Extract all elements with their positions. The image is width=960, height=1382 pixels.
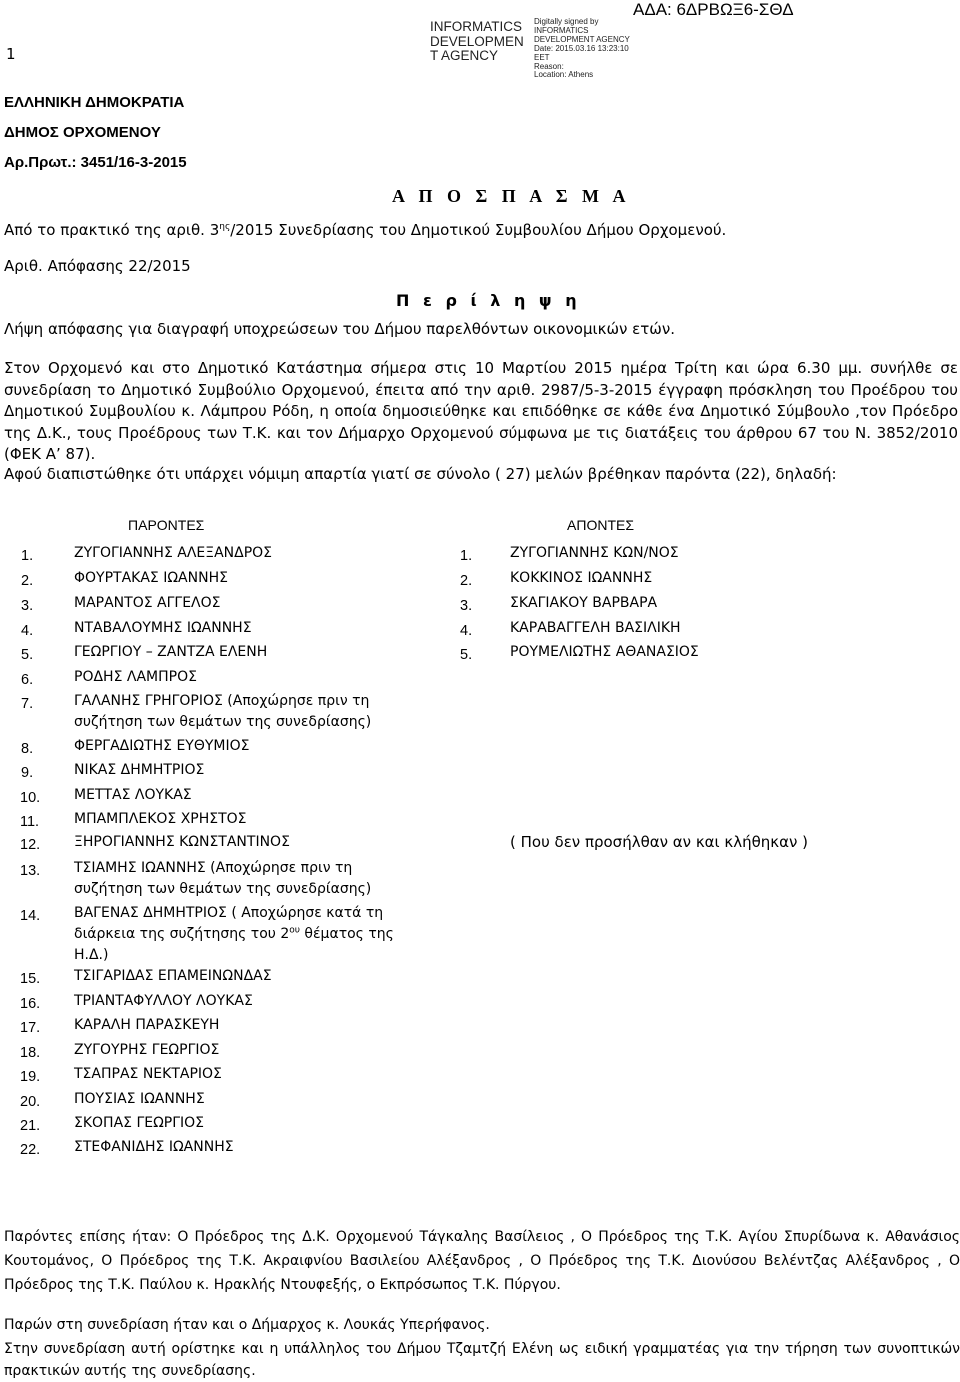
absent-note: ( Που δεν προσήλθαν αν και κλήθηκαν ): [510, 833, 809, 851]
absent-item-name: ΖΥΓΟΓΙΑΝΝΗΣ ΚΩΝ/ΝΟΣ: [510, 545, 679, 561]
present-item-name: ΝΙΚΑΣ ΔΗΜΗΤΡΙΟΣ: [74, 762, 205, 778]
present-item-name: ΠΟΥΣΙΑΣ ΙΩΑΝΝΗΣ: [74, 1091, 205, 1107]
present-item-name: διάρκεια της συζήτησης του $2^{o\upsilon}$ θέματος της: [74, 925, 394, 942]
present-item-name: ΚΑΡΑΛΗ ΠΑΡΑΣΚΕΥΗ: [74, 1017, 220, 1033]
present-item-name: ΒΑΓΕΝΑΣ ΔΗΜΗΤΡΙΟΣ ( Αποχώρησε κατά τη: [74, 905, 384, 921]
present-item-name: ΤΣΙΑΜΗΣ ΙΩΑΝΝΗΣ (Αποχώρησε πριν τη: [74, 860, 353, 876]
signature-meta-line: INFORMATICS: [534, 25, 589, 35]
present-item-name: ΖΥΓΟΥΡΗΣ ΓΕΩΡΓΙΟΣ: [74, 1042, 220, 1058]
present-heading: ΠΑΡΟΝΤΕΣ: [128, 517, 205, 533]
signature-org-line: T AGENCY: [430, 48, 499, 63]
present-item-name: ΦΟΥΡΤΑΚΑΣ ΙΩΑΝΝΗΣ: [74, 570, 228, 586]
present-item-number: 7.: [21, 696, 34, 712]
present-item-name: συζήτηση των θεμάτων της συνεδρίασης): [74, 714, 372, 730]
present-item-name: ΜΕΤΤΑΣ ΛΟΥΚΑΣ: [74, 787, 192, 803]
absent-item-number: 4.: [460, 623, 473, 639]
absent-item-name: ΚΑΡΑΒΑΓΓΕΛΗ ΒΑΣΙΛΙΚΗ: [510, 620, 681, 636]
present-item-name: ΜΑΡΑΝΤΟΣ ΑΓΓΕΛΟΣ: [74, 595, 221, 611]
from-minutes-line: [4, 221, 726, 239]
present-item-name: ΝΤΑΒΑΛΟΥΜΗΣ ΙΩΑΝΝΗΣ: [74, 620, 252, 636]
present-item-name: συζήτηση των θεμάτων της συνεδρίασης): [74, 881, 372, 897]
summary-text: Λήψη απόφασης για διαγραφή υποχρεώσεων του Δήμου παρελθόντων οικονομικών ετών.: [4, 320, 676, 338]
header-municipality: ΔΗΜΟΣ ΟΡΧΟΜΕΝΟΥ: [4, 124, 161, 141]
secretary-line: Στην συνεδρίαση αυτή ορίστηκε και η υπάλληλος του Δήμου Τζαμτζή Ελένη ως ειδική γραμματέας για την τήρηση των συνοπτικών πρακτικών αυτής της συνεδρίασης.: [4, 1341, 960, 1379]
from-after: /2015 Συνεδρίασης του Δημοτικού Συμβουλίου Δήμου Ορχομενού.: [230, 221, 727, 239]
present-item-number: 1.: [21, 548, 34, 564]
absent-item-number: 5.: [460, 647, 473, 663]
signature-meta-line: DEVELOPMENT AGENCY: [534, 34, 630, 44]
header-protocol: Αρ.Πρωτ.: 3451/16-3-2015: [4, 154, 187, 171]
signature-meta: [534, 18, 630, 80]
present-item-number: 10.: [20, 790, 41, 806]
signature-org-line: DEVELOPMEN: [430, 33, 524, 49]
signature-meta-line: Reason:: [534, 61, 564, 71]
quorum-line: Αφού διαπιστώθηκε ότι υπάρχει νόμιμη απαρτία γιατί σε σύνολο ( 27) μελών βρέθηκαν παρόντα (22), δηλαδή:: [4, 465, 837, 483]
absent-item-number: 1.: [460, 548, 473, 564]
present-item-name: ΞΗΡΟΓΙΑΝΝΗΣ ΚΩΝΣΤΑΝΤΙΝΟΣ: [74, 834, 290, 850]
present-item-number: 9.: [21, 765, 34, 781]
present-item-name: ΜΠΑΜΠΛΕΚΟΣ ΧΡΗΣΤΟΣ: [74, 811, 247, 827]
decision-number: Αριθ. Απόφασης 22/2015: [4, 257, 191, 275]
present-item-name: ΣΤΕΦΑΝΙΔΗΣ ΙΩΑΝΝΗΣ: [74, 1139, 234, 1155]
present-item-number: 11.: [20, 814, 40, 830]
present-item-number: 22.: [20, 1142, 41, 1158]
absent-item-name: ΡΟΥΜΕΛΙΩΤΗΣ ΑΘΑΝΑΣΙΟΣ: [510, 644, 699, 660]
present-item-number: 15.: [20, 971, 41, 987]
present-item-number: 17.: [20, 1020, 41, 1036]
present-item-number: 19.: [20, 1069, 41, 1085]
signature-org: [430, 20, 524, 64]
from-sup: ης: [219, 222, 231, 232]
present-item-name: ΤΣΑΠΡΑΣ ΝΕΚΤΑΡΙΟΣ: [74, 1066, 222, 1082]
signature-meta-line: Date: 2015.03.16 13:23:10: [534, 43, 629, 53]
present-item-name: ΓΕΩΡΓΙΟΥ – ΖΑΝΤΖΑ ΕΛΕΝΗ: [74, 644, 268, 660]
present-item-name: ΦΕΡΓΑΔΙΩΤΗΣ ΕΥΘΥΜΙΟΣ: [74, 738, 250, 754]
present-item-name: ΖΥΓΟΓΙΑΝΝΗΣ ΑΛΕΞΑΝΔΡΟΣ: [74, 545, 273, 561]
signature-org-line: INFORMATICS: [430, 19, 522, 34]
present-item-number: 6.: [21, 672, 34, 688]
present-item-number: 2.: [21, 573, 34, 589]
present-item-name: ΓΑΛΑΝΗΣ ΓΡΗΓΟΡΙΟΣ (Αποχώρησε πριν τη: [74, 693, 370, 709]
present-item-name: ΤΣΙΓΑΡΙΔΑΣ ΕΠΑΜΕΙΝΩΝΔΑΣ: [74, 968, 272, 984]
absent-item-number: 2.: [460, 573, 473, 589]
ordinal-sup: ου: [289, 925, 300, 936]
page-number: 1: [6, 45, 16, 63]
header-republic: ΕΛΛΗΝΙΚΗ ΔΗΜΟΚΡΑΤΙΑ: [4, 94, 185, 111]
absent-item-name: ΣΚΑΓΙΑΚΟΥ ΒΑΡΒΑΡΑ: [510, 595, 658, 611]
mayor-line: Παρών στη συνεδρίαση ήταν και ο Δήμαρχος κ. Λουκάς Υπερήφανος.: [4, 1317, 490, 1333]
present-item-number: 21.: [20, 1118, 41, 1134]
present-item-number: 13.: [20, 863, 41, 879]
present-item-number: 5.: [21, 647, 34, 663]
ada-code: ΑΔΑ: 6ΔΡΒΩΞ6-ΣΘΔ: [633, 0, 794, 19]
present-item-number: 4.: [21, 623, 34, 639]
document-title: Α Π Ο Σ Π Α Σ Μ Α: [392, 186, 631, 206]
present-item-name: Η.Δ.): [74, 947, 109, 963]
present-item-name: ΣΚΟΠΑΣ ΓΕΩΡΓΙΟΣ: [74, 1115, 205, 1131]
signature-meta-line: Location: Athens: [534, 70, 594, 80]
also-present-paragraph: Παρόντες επίσης ήταν: Ο Πρόεδρος της Δ.Κ. Ορχομενού Τάγκαλης Βασίλειος , Ο Πρόεδρος της Τ.Κ. Αγίου Σπυρίδωνα κ. Αθανάσιος Κουτομάνος, Ο Πρόεδρος της Τ.Κ. Ακραιφνίου Βασιλείου Αλέξανδρος , Ο Πρόεδρος της Τ.Κ. Διονύσου Βελέντζας Αλέξανδρος , Ο Πρόεδρος της Τ.Κ. Παύλου κ. Ηρακλής Ντουφεξής, ο Εκπρόσωπος Τ.Κ. Πύργου.: [4, 1229, 960, 1293]
absent-heading: ΑΠΟΝΤΕΣ: [567, 517, 634, 533]
signature-meta-line: EET: [534, 52, 550, 62]
present-item-number: 12.: [20, 837, 41, 853]
absent-item-number: 3.: [460, 598, 473, 614]
present-item-number: 18.: [20, 1045, 41, 1061]
present-item-number: 14.: [20, 908, 41, 924]
present-item-number: 20.: [20, 1094, 41, 1110]
present-item-name: ΡΟΔΗΣ ΛΑΜΠΡΟΣ: [74, 669, 197, 685]
present-item-number: 16.: [20, 996, 41, 1012]
signature-meta-line: Digitally signed by: [534, 17, 599, 26]
summary-heading: Π ε ρ ί λ η ψ η: [396, 291, 581, 310]
present-item-name: ΤΡΙΑΝΤΑΦΥΛΛΟΥ ΛΟΥΚΑΣ: [74, 993, 253, 1009]
present-item-number: 3.: [21, 598, 34, 614]
present-item-number: 8.: [21, 741, 34, 757]
absent-item-name: ΚΟΚΚΙΝΟΣ ΙΩΑΝΝΗΣ: [510, 570, 653, 586]
from-before: Από το πρακτικό της αριθ. 3: [4, 221, 220, 239]
intro-paragraph: Στον Ορχομενό και στο Δημοτικό Κατάστημα σήμερα στις 10 Μαρτίου 2015 ημέρα Τρίτη και ώρα 6.30 μμ. συνήλθε σε συνεδρίαση το Δημοτικό Συμβούλιο Ορχομενού, έπειτα από την αριθ. 2987/5-3-2015 έγγραφη πρόσκληση του Προέδρου του Δημοτικού Συμβουλίου κ. Λάμπρου Ρόδη, η οποία δημοσιεύθηκε και επιδόθηκε σε κάθε ένα Δημοτικό Σύμβουλο ,τον Πρόεδρο της Δ.Κ., τους Προέδρους των Τ.Κ. και τον Δήμαρχο Ορχομενού σύμφωνα με τις διατάξεις του άρθρου 67 του Ν. 3852/2010 (ΦΕΚ Α’ 87).: [4, 359, 958, 463]
